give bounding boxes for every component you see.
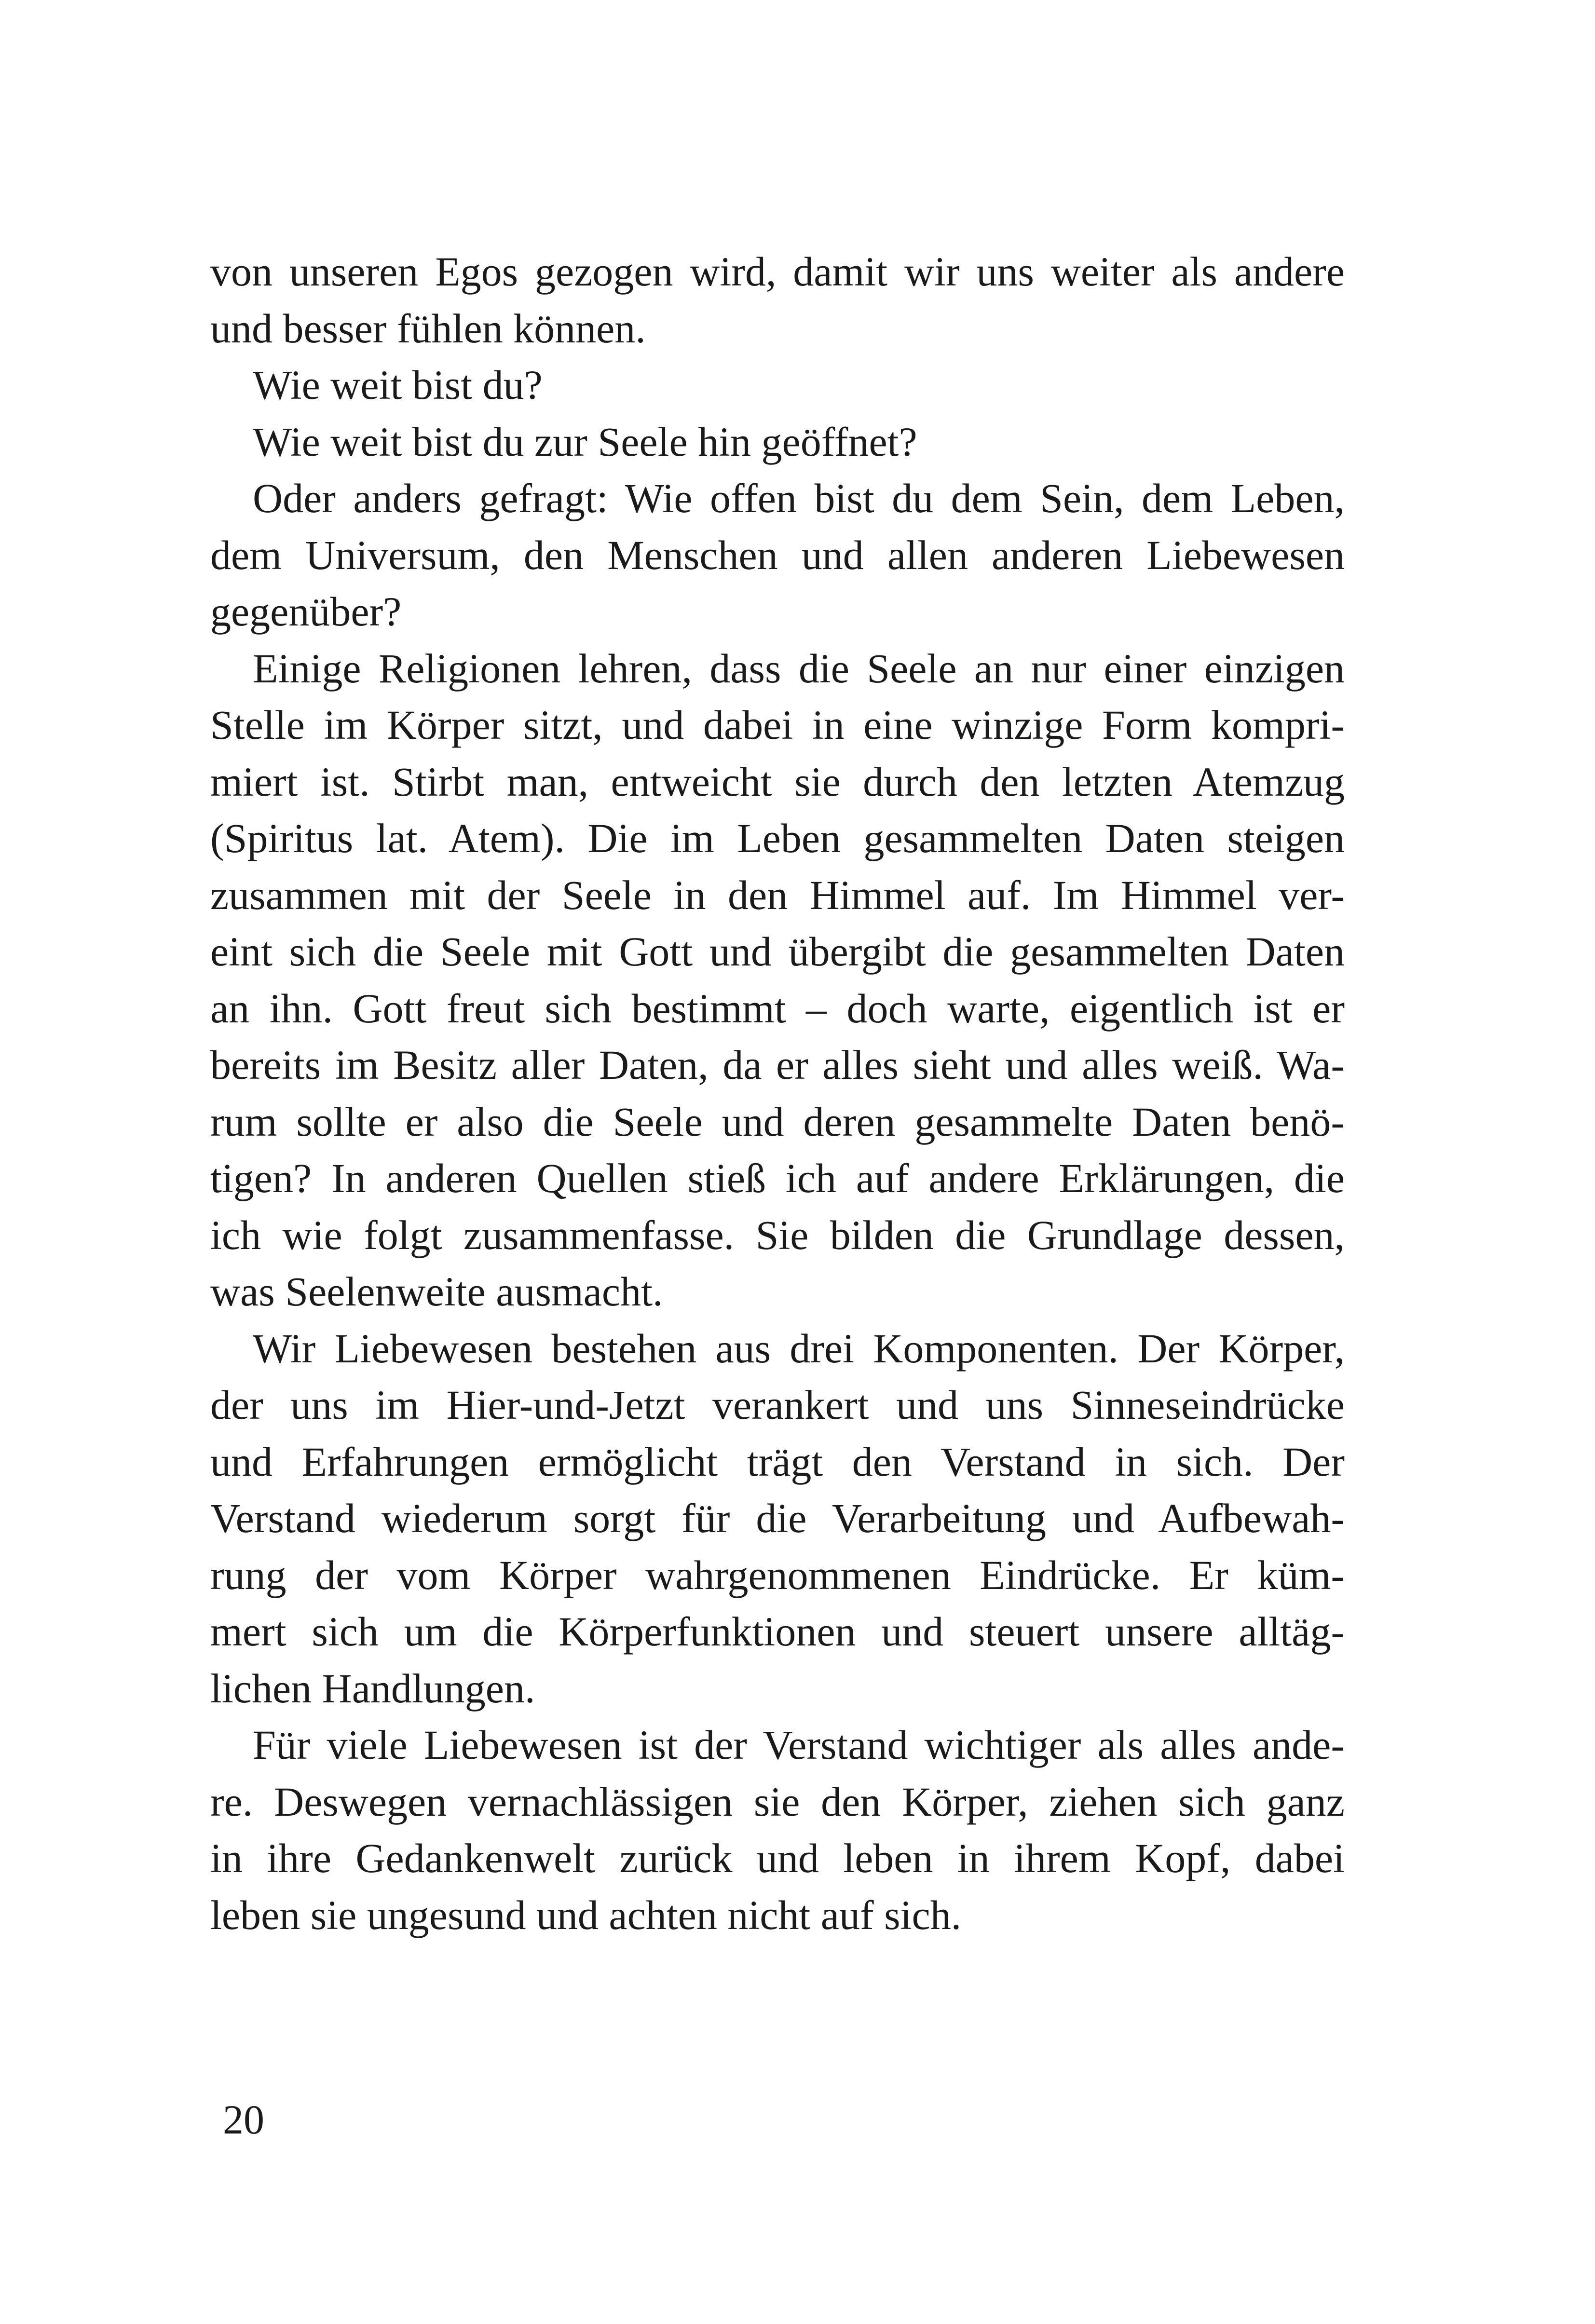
text-line: (Spiritus lat. Atem). Die im Leben gesammelten Daten steigen <box>210 815 1345 861</box>
text-line: leben sie ungesund und achten nicht auf sich. <box>210 1891 962 1938</box>
text-line: mert sich um die Körperfunktionen und steuert unsere alltäg- <box>210 1608 1345 1655</box>
text-line: von unseren Egos gezogen wird, damit wir uns weiter als andere <box>210 248 1345 295</box>
page-number: 20 <box>223 2096 264 2143</box>
text-line: rum sollte er also die Seele und deren gesammelte Daten benö- <box>210 1098 1345 1145</box>
text-line: dem Universum, den Menschen und allen anderen Liebewesen <box>210 531 1345 578</box>
text-line: bereits im Besitz aller Daten, da er alles sieht und alles weiß. Wa- <box>210 1042 1345 1088</box>
text-line: und besser fühlen können. <box>210 305 646 352</box>
text-line: miert ist. Stirbt man, entweicht sie durch den letzten Atemzug <box>210 758 1345 805</box>
text-line: Verstand wiederum sorgt für die Verarbeitung und Aufbewah- <box>210 1495 1345 1541</box>
text-line: zusammen mit der Seele in den Himmel auf. Im Himmel ver- <box>210 871 1345 918</box>
text-line: an ihn. Gott freut sich bestimmt – doch warte, eigentlich ist er <box>210 985 1345 1032</box>
text-line: Wie weit bist du zur Seele hin geöffnet? <box>253 418 917 465</box>
text-line: der uns im Hier-und-Jetzt verankert und uns Sinneseindrücke <box>210 1382 1345 1428</box>
body-text <box>210 244 1345 1943</box>
text-line: lichen Handlungen. <box>210 1665 535 1712</box>
text-line: eint sich die Seele mit Gott und übergibt die gesammelten Daten <box>210 928 1345 975</box>
text-line: re. Deswegen vernachlässigen sie den Körper, ziehen sich ganz <box>210 1778 1345 1825</box>
text-line: und Erfahrungen ermöglicht trägt den Verstand in sich. Der <box>210 1438 1345 1485</box>
text-line: in ihre Gedankenwelt zurück und leben in ihrem Kopf, dabei <box>210 1835 1345 1881</box>
text-line: tigen? In anderen Quellen stieß ich auf andere Erklärungen, die <box>210 1155 1345 1201</box>
text-line: Stelle im Körper sitzt, und dabei in eine winzige Form kompri- <box>210 702 1345 748</box>
text-line: ich wie folgt zusammenfasse. Sie bilden die Grundlage dessen, <box>210 1211 1345 1258</box>
text-line: Einige Religionen lehren, dass die Seele an nur einer einzigen <box>253 645 1345 692</box>
text-line: Oder anders gefragt: Wie offen bist du dem Sein, dem Leben, <box>253 475 1345 521</box>
text-line: gegenüber? <box>210 588 402 635</box>
text-line: Für viele Liebewesen ist der Verstand wichtiger als alles ande- <box>253 1722 1345 1768</box>
text-line: Wir Liebewesen bestehen aus drei Komponenten. Der Körper, <box>253 1325 1345 1372</box>
text-line: rung der vom Körper wahrgenommenen Eindrücke. Er küm- <box>210 1551 1345 1598</box>
text-line: was Seelenweite ausmacht. <box>210 1268 663 1315</box>
text-line: Wie weit bist du? <box>253 362 543 408</box>
